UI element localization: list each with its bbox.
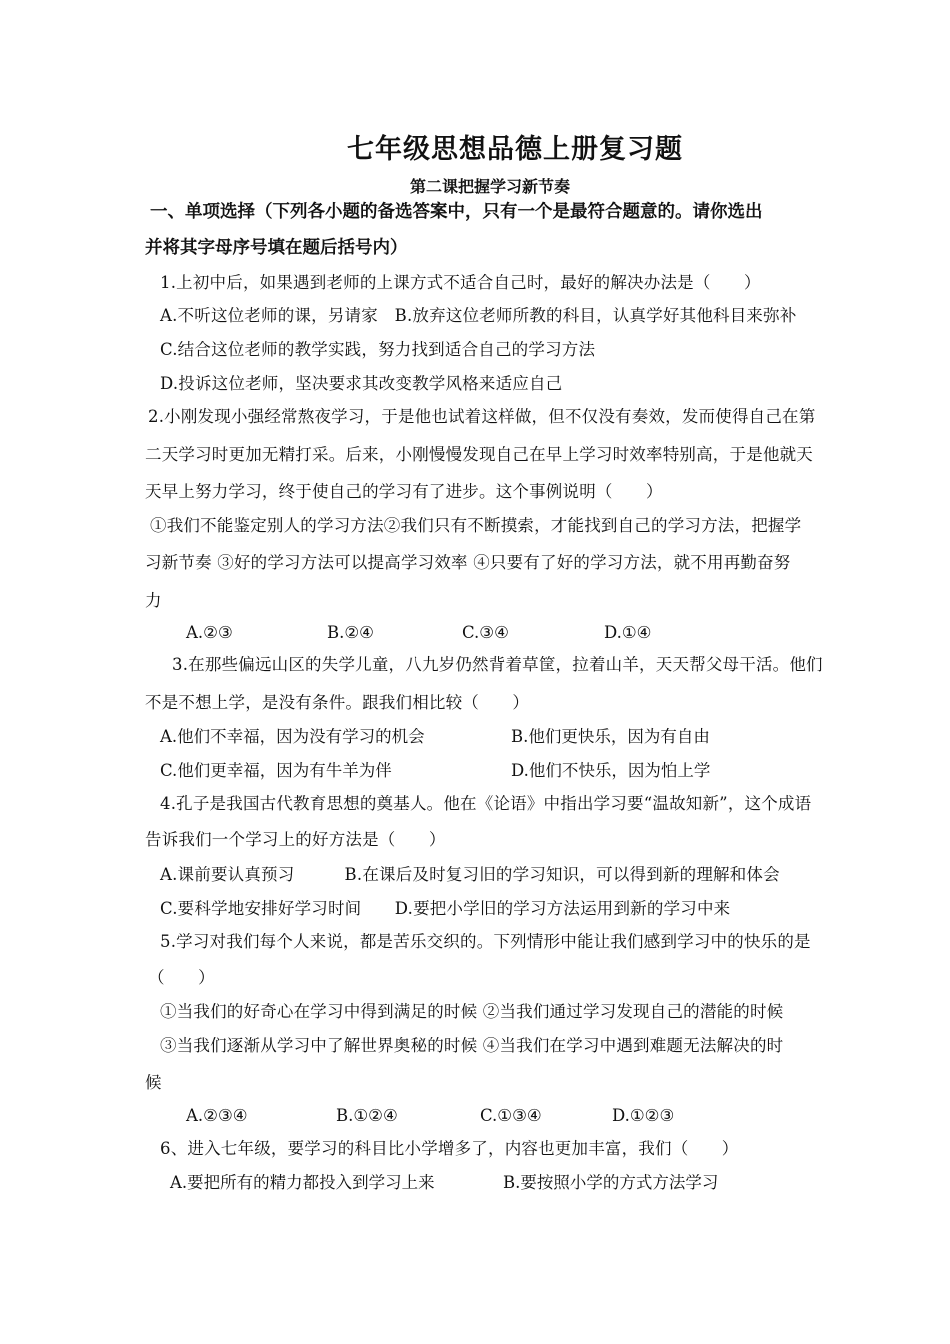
q4-options-cd: C.要科学地安排好学习时间 D.要把小学旧的学习方法运用到新的学习中来 (160, 899, 731, 918)
q5-option-b: B.①②④ (336, 1106, 398, 1125)
lesson-subtitle: 第二课把握学习新节奏 (409, 177, 570, 196)
q3-stem-line2: 不是不想上学，是没有条件。跟我们相比较（ ） (145, 693, 530, 712)
q5-items-line3: 候 (145, 1073, 162, 1092)
q6-stem: 6、进入七年级，要学习的科目比小学增多了，内容也更加丰富，我们（ ） (160, 1139, 739, 1158)
q2-stem-line3: 天早上努力学习，终于使自己的学习有了进步。这个事例说明（ ） (145, 482, 663, 501)
q3-stem-line1: 3.在那些偏远山区的失学儿童，八九岁仍然背着草筐，拉着山羊，天天帮父母干活。他们 (172, 655, 823, 674)
q5-option-a: A.②③④ (186, 1106, 248, 1125)
q5-stem-line1: 5.学习对我们每个人来说，都是苦乐交织的。下列情形中能让我们感到学习中的快乐的是 (160, 932, 811, 951)
section-heading-line2: 并将其字母序号填在题后括号内） (145, 238, 408, 258)
q4-stem-line2: 告诉我们一个学习上的好方法是（ ） (145, 830, 446, 849)
q2-option-b: B.②④ (327, 623, 374, 642)
q2-items-line2: 习新节奏 ③好的学习方法可以提高学习效率 ④只要有了好的学习方法，就不用再勤奋努 (145, 553, 791, 572)
q5-items-line2: ③当我们逐渐从学习中了解世界奥秘的时候 ④当我们在学习中遇到难题无法解决的时 (160, 1036, 784, 1055)
q6-option-a: A.要把所有的精力都投入到学习上来 (170, 1173, 435, 1192)
q2-option-c: C.③④ (462, 623, 509, 642)
section-heading-line1: 一、单项选择（下列各小题的备选答案中，只有一个是最符合题意的。请你选出 (150, 202, 763, 222)
q4-stem-line1: 4.孔子是我国古代教育思想的奠基人。他在《论语》中指出学习要“温故知新”，这个成语 (160, 794, 812, 813)
q2-option-a: A.②③ (186, 623, 233, 642)
q3-option-c: C.他们更幸福，因为有牛羊为伴 (160, 761, 392, 780)
q1-options-ab: A.不听这位老师的课，另请家 B.放弃这位老师所教的科目，认真学好其他科目来弥补 (160, 306, 797, 325)
q5-option-d: D.①②③ (612, 1106, 675, 1125)
q1-stem: 1.上初中后，如果遇到老师的上课方式不适合自己时，最好的解决办法是（ ） (160, 273, 761, 292)
q1-option-d: D.投诉这位老师，坚决要求其改变教学风格来适应自己 (160, 374, 563, 393)
q3-option-a: A.他们不幸福，因为没有学习的机会 (160, 727, 425, 746)
q2-items-line3: 力 (145, 591, 162, 610)
q5-items-line1: ①当我们的好奇心在学习中得到满足的时候 ②当我们通过学习发现自己的潜能的时候 (160, 1002, 784, 1021)
q5-stem-line2: （ ） (148, 968, 215, 987)
q6-option-b: B.要按照小学的方式方法学习 (503, 1173, 719, 1192)
page-title: 七年级思想品德上册复习题 (347, 134, 683, 165)
q1-option-c: C.结合这位老师的教学实践，努力找到适合自己的学习方法 (160, 340, 596, 359)
q4-options-ab: A.课前要认真预习 B.在课后及时复习旧的学习知识，可以得到新的理解和体会 (160, 865, 780, 884)
q2-option-d: D.①④ (604, 623, 652, 642)
q2-stem-line1: 2.小刚发现小强经常熬夜学习，于是他也试着这样做，但不仅没有奏效，发而使得自己在第 (148, 407, 816, 426)
q2-stem-line2: 二天学习时更加无精打采。后来，小刚慢慢发现自己在早上学习时效率特别高，于是他就天 (145, 445, 813, 464)
q3-option-b: B.他们更快乐，因为有自由 (511, 727, 710, 746)
q5-option-c: C.①③④ (480, 1106, 542, 1125)
q2-items-line1: ①我们不能鉴定别人的学习方法②我们只有不断摸索，才能找到自己的学习方法，把握学 (150, 516, 802, 535)
q3-option-d: D.他们不快乐，因为怕上学 (511, 761, 711, 780)
